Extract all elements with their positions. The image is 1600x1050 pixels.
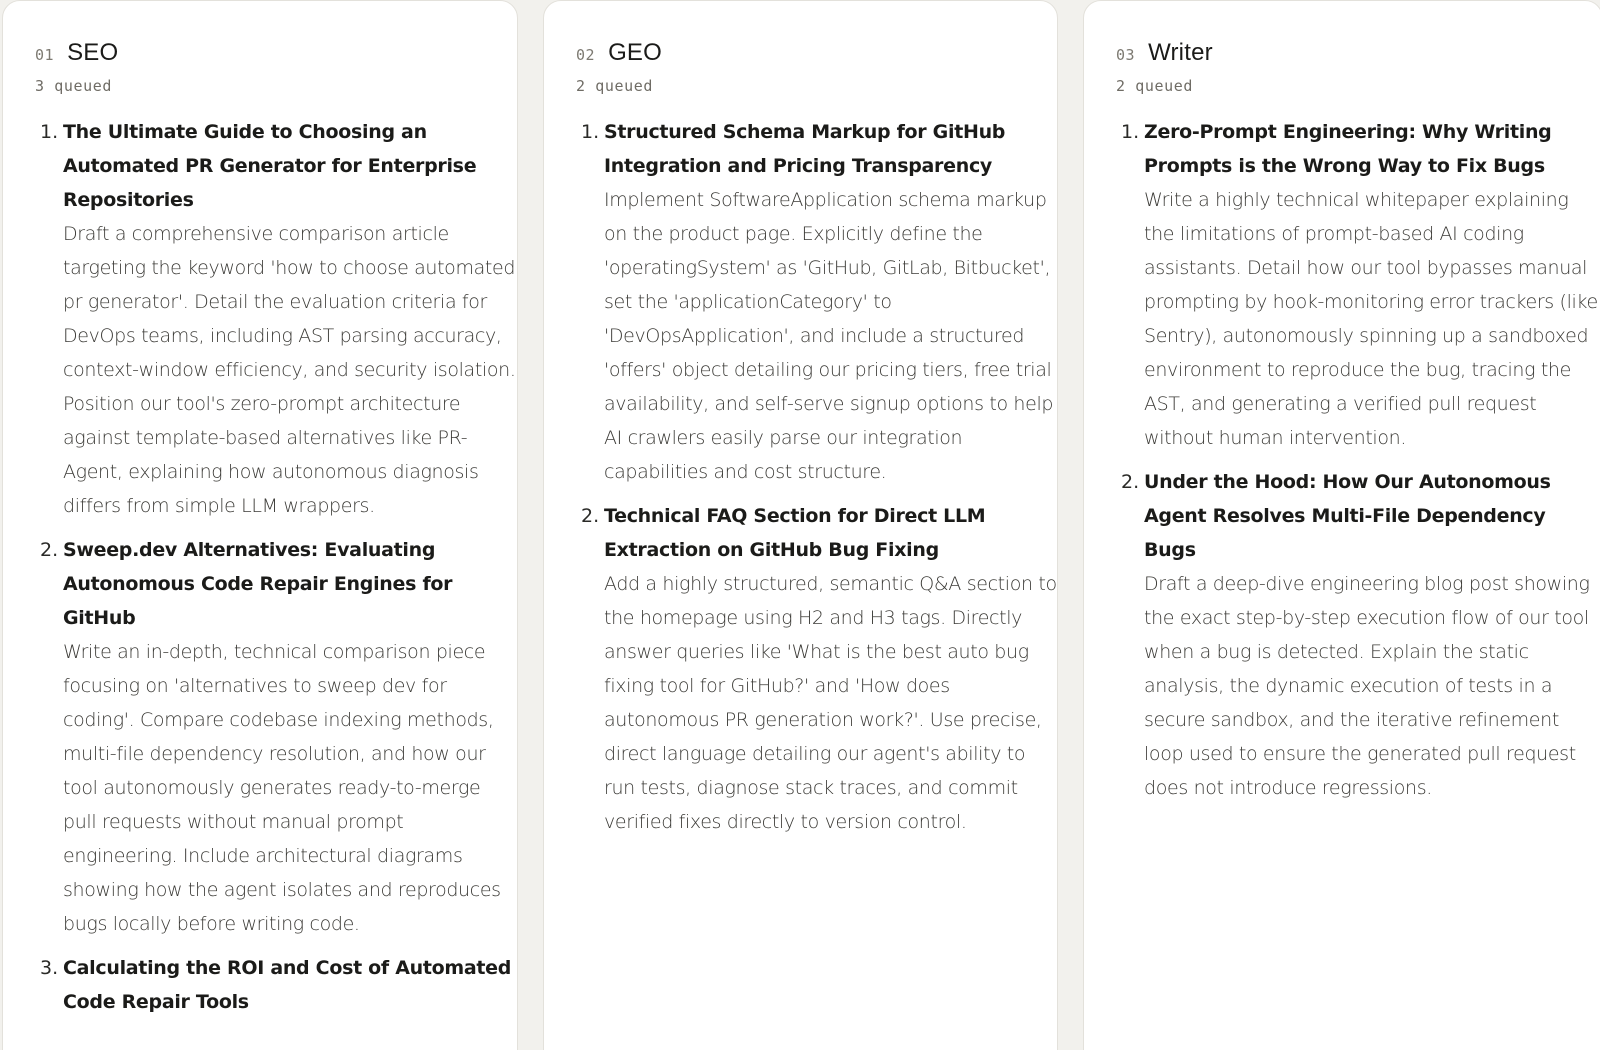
item-number: 1. (40, 121, 59, 143)
queued-count: 3 queued (35, 77, 113, 95)
queue-item[interactable] (35, 533, 517, 941)
queue-item[interactable] (1116, 465, 1600, 805)
column-number: 01 (35, 46, 55, 64)
column-seo (2, 0, 518, 1050)
queue-list (35, 115, 517, 1019)
queue-item[interactable] (35, 115, 517, 523)
item-title: Sweep.dev Alternatives: Evaluating Autonomous Code Repair Engines for GitHub (63, 539, 453, 629)
item-number: 1. (581, 121, 600, 143)
item-title: Structured Schema Markup for GitHub Integration and Pricing Transparency (604, 121, 1006, 177)
queue-item[interactable] (1116, 115, 1600, 455)
item-description: Write a highly technical whitepaper explaining the limitations of prompt-based AI coding assistants. Detail how our tool bypasses manual prompting by hook-monitoring error trackers (like Sentry), autonomously spinning up a sandboxed environment to reproduce the bug, tracing the AST, and generating a verified pull request without human intervention. (1144, 189, 1598, 449)
column-number: 03 (1116, 46, 1136, 64)
item-description: Implement SoftwareApplication schema markup on the product page. Explicitly define the 'operatingSystem' as 'GitHub, GitLab, Bitbucket', set the 'applicationCategory' to 'DevOpsApplication', and include a structured 'offers' object detailing our pricing tiers, free trial availability, and self-serve signup options to help AI crawlers easily parse our integration capabilities and cost structure. (604, 189, 1054, 483)
column-header (1116, 39, 1600, 69)
item-title: Calculating the ROI and Cost of Automated Code Repair Tools (63, 957, 512, 1013)
item-number: 2. (1121, 471, 1140, 493)
queued-count: 2 queued (576, 77, 654, 95)
item-title: Under the Hood: How Our Autonomous Agent Resolves Multi-File Dependency Bugs (1144, 471, 1551, 561)
column-title: Writer (1148, 39, 1213, 66)
queue-item[interactable] (576, 499, 1057, 839)
item-description: Add a highly structured, semantic Q&A section to the homepage using H2 and H3 tags. Directly answer queries like 'What is the best auto bug fixing tool for GitHub?' and 'How does autonomous PR generation work?'. Use precise, direct language detailing our agent's ability to run tests, diagnose stack traces, and commit verified fixes directly to version control. (604, 573, 1057, 833)
queued-count: 2 queued (1116, 77, 1194, 95)
queue-list (576, 115, 1057, 839)
item-number: 2. (40, 539, 59, 561)
column-geo (543, 0, 1058, 1050)
column-number: 02 (576, 46, 596, 64)
column-header (35, 39, 517, 69)
item-number: 1. (1121, 121, 1140, 143)
item-number: 2. (581, 505, 600, 527)
queue-list (1116, 115, 1600, 805)
column-header (576, 39, 1057, 69)
item-description: Draft a deep-dive engineering blog post showing the exact step-by-step execution flow of our tool when a bug is detected. Explain the static analysis, the dynamic execution of tests in a secure sandbox, and the iterative refinement loop used to ensure the generated pull request does not introduce regressions. (1144, 573, 1590, 799)
item-title: Technical FAQ Section for Direct LLM Extraction on GitHub Bug Fixing (604, 505, 986, 561)
item-description: Draft a comprehensive comparison article targeting the keyword 'how to choose automated pr generator'. Detail the evaluation criteria for DevOps teams, including AST parsing accuracy, context-window efficiency, and security isolation. Position our tool's zero-prompt architecture against template-based alternatives like PR-Agent, explaining how autonomous diagnosis differs from simple LLM wrappers. (63, 223, 516, 517)
item-number: 3. (40, 957, 59, 979)
item-title: The Ultimate Guide to Choosing an Automated PR Generator for Enterprise Repositories (63, 121, 477, 211)
queue-item[interactable] (576, 115, 1057, 489)
column-title: GEO (608, 39, 663, 66)
column-title: SEO (67, 39, 119, 66)
queue-item[interactable] (35, 951, 517, 1019)
item-description: Write an in-depth, technical comparison piece focusing on 'alternatives to sweep dev for coding'. Compare codebase indexing methods, multi-file dependency resolution, and how our tool autonomously generates ready-to-merge pull requests without manual prompt engineering. Include architectural diagrams showing how the agent isolates and reproduces bugs locally before writing code. (63, 641, 501, 935)
column-writer (1083, 0, 1600, 1050)
item-title: Zero-Prompt Engineering: Why Writing Prompts is the Wrong Way to Fix Bugs (1144, 121, 1552, 177)
